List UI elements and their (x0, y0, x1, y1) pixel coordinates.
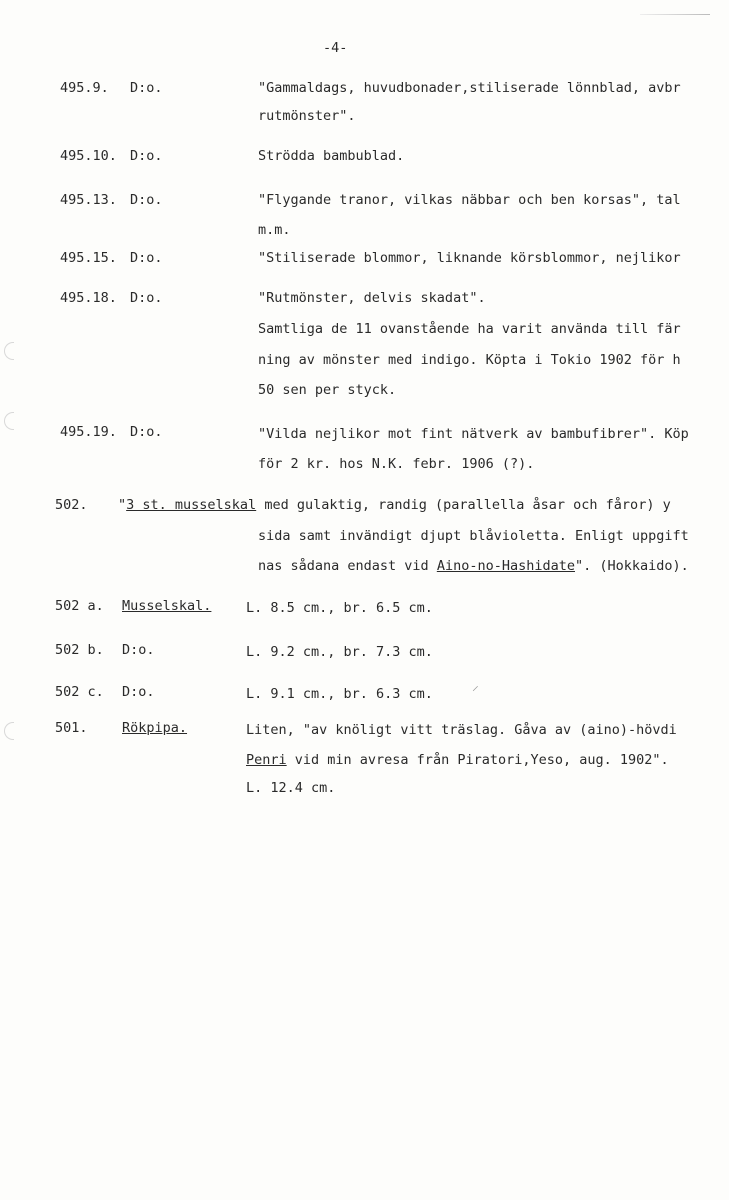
entry-text-line: L. 8.5 cm., br. 6.5 cm. (246, 600, 433, 616)
entry-category: Musselskal. (122, 598, 212, 614)
entry-lead-line (118, 497, 671, 513)
entry-text-line: L. 9.2 cm., br. 7.3 cm. (246, 644, 433, 660)
entry-text-line (258, 558, 689, 574)
entry-text-line: "Stiliserade blommor, liknande körsblommor, nejlikor (258, 250, 681, 266)
entry-text-line: för 2 kr. hos N.K. febr. 1906 (?). (258, 456, 535, 472)
entry-category: D:o. (122, 642, 155, 658)
entry-category: D:o. (130, 290, 163, 306)
entry-text-line: m.m. (258, 222, 291, 238)
entry-text-line: "Flygande tranor, vilkas näbbar och ben korsas", tal (258, 192, 681, 208)
entry-number: 495.19. (60, 424, 117, 440)
entry-text-line: L. 12.4 cm. (246, 780, 336, 796)
entry-text-line: 50 sen per styck. (258, 382, 397, 398)
entry-number: 502 c. (55, 684, 104, 700)
punch-hole-mark (4, 722, 14, 740)
entry-category: D:o. (130, 148, 163, 164)
page-number: -4- (323, 40, 348, 56)
line-prefix: nas sådana endast vid (258, 558, 437, 574)
underlined-term: 3 st. musselskal (126, 497, 257, 513)
entry-category: D:o. (130, 192, 163, 208)
entry-text-line: Samtliga de 11 ovanstående ha varit använda till fär (258, 321, 681, 337)
entry-text-line: sida samt invändigt djupt blåvioletta. Enligt uppgift (258, 528, 689, 544)
entry-text-line: ning av mönster med indigo. Köpta i Tokio 1902 för h (258, 352, 681, 368)
line-rest: ". (Hokkaido). (574, 558, 689, 574)
entry-number: 502 a. (55, 598, 104, 614)
entry-text-line: "Rutmönster, delvis skadat". (258, 290, 486, 306)
pencil-mark: ⸝ (472, 678, 479, 694)
entry-number: 495.18. (60, 290, 117, 306)
underlined-name: Penri (246, 752, 287, 768)
entry-number: 495.9. (60, 80, 109, 96)
entry-number: 495.10. (60, 148, 117, 164)
entry-text-line: rutmönster". (258, 108, 356, 124)
quote-mark: " (118, 497, 127, 513)
entry-category: D:o. (130, 250, 163, 266)
entry-number: 501. (55, 720, 88, 736)
punch-hole-mark (4, 342, 14, 360)
entry-text-line: Strödda bambublad. (258, 148, 405, 164)
entry-category: Rökpipa. (122, 720, 188, 736)
entry-category: D:o. (122, 684, 155, 700)
entry-category: D:o. (130, 80, 163, 96)
lead-rest: med gulaktig, randig (parallella åsar och fåror) y (256, 497, 671, 513)
entry-text-line (246, 752, 669, 768)
entry-number: 495.15. (60, 250, 117, 266)
line-rest: vid min avresa från Piratori,Yeso, aug. 1902". (286, 752, 669, 768)
entry-number: 502 b. (55, 642, 104, 658)
entry-text-line: Liten, "av knöligt vitt träslag. Gåva av (aino)-hövdi (246, 722, 677, 738)
entry-text-line: "Gammaldags, huvudbonader,stiliserade lönnblad, avbr (258, 80, 681, 96)
underlined-place: Aino-no-Hashidate (436, 558, 575, 574)
scan-edge-mark (640, 14, 710, 15)
entry-number: 495.13. (60, 192, 117, 208)
entry-text-line: "Vilda nejlikor mot fint nätverk av bambufibrer". Köp (258, 426, 689, 442)
entry-text-line: L. 9.1 cm., br. 6.3 cm. (246, 686, 433, 702)
entry-number: 502. (55, 497, 88, 513)
punch-hole-mark (4, 412, 14, 430)
entry-category: D:o. (130, 424, 163, 440)
